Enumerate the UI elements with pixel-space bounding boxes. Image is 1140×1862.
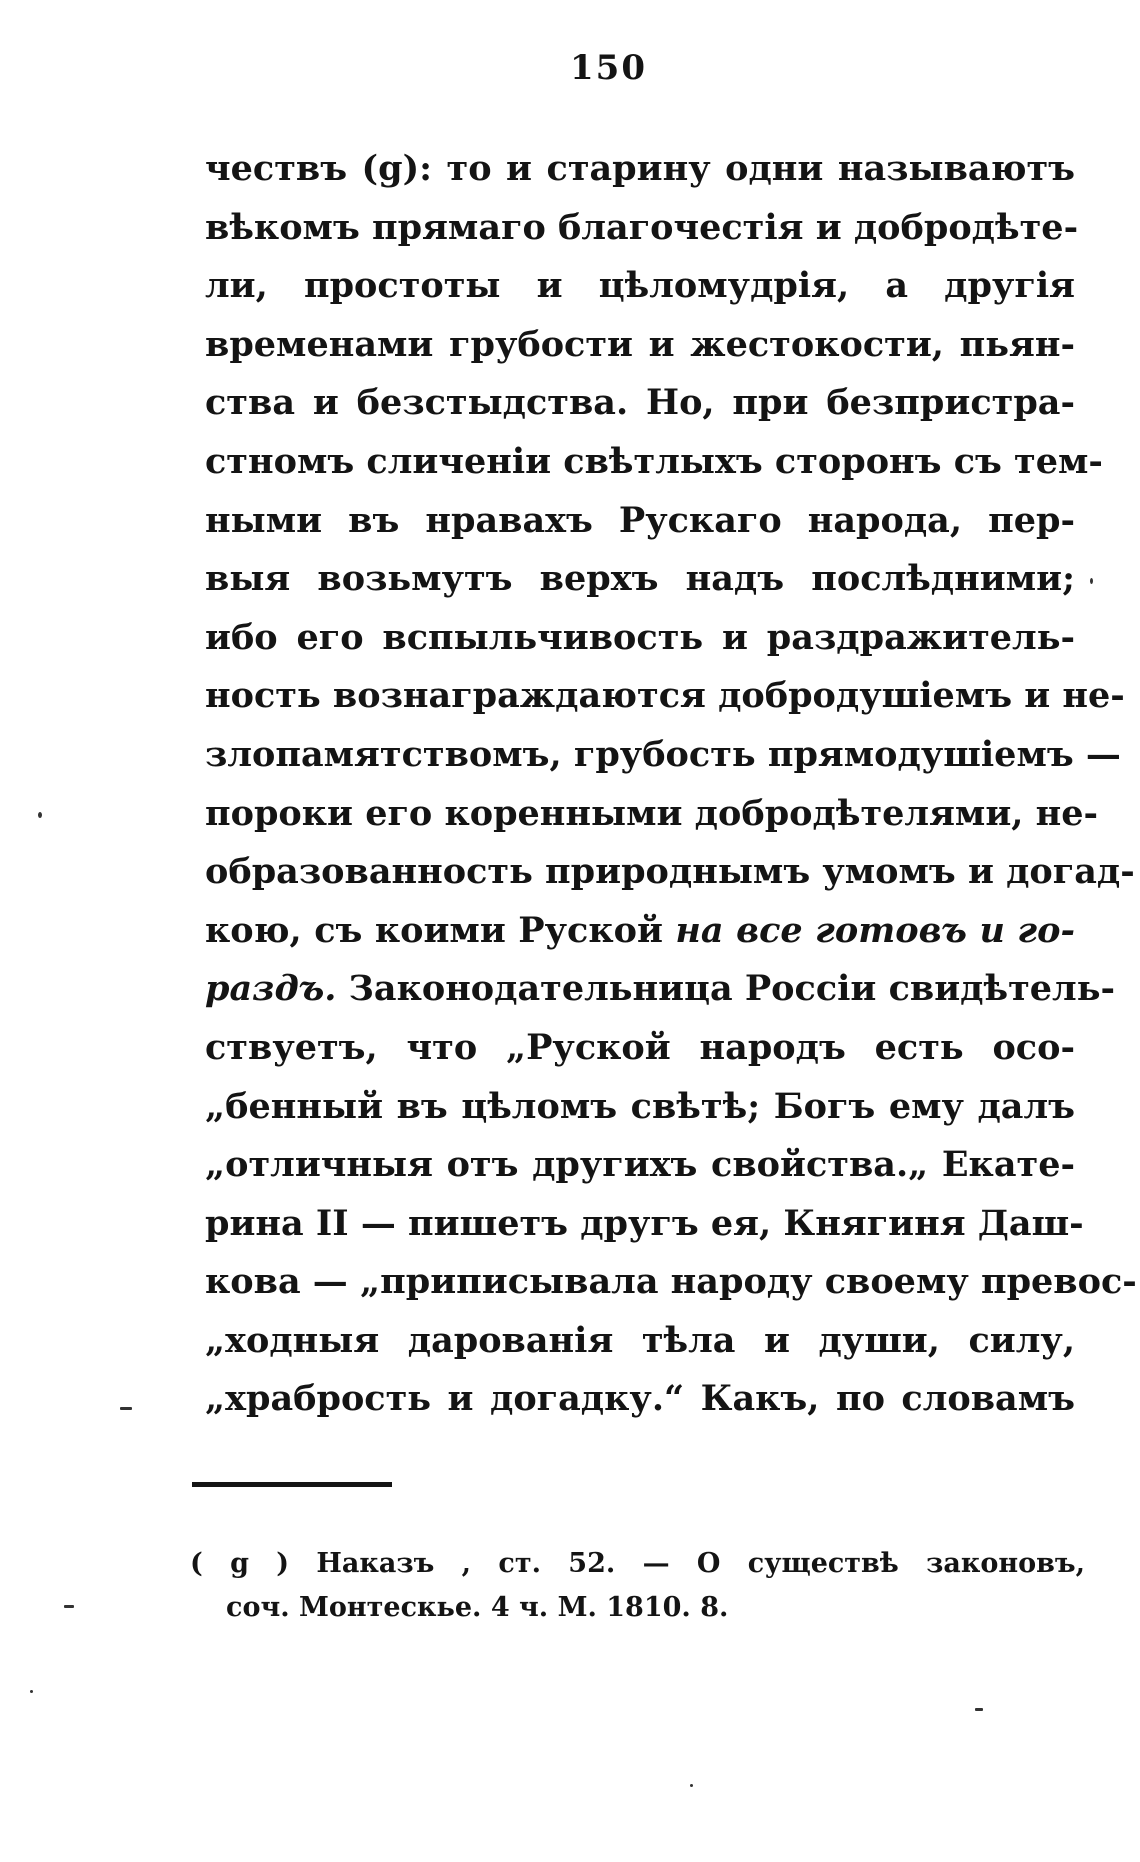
text-line: ства и безстыдства. Но, при безпристра- — [205, 382, 1075, 424]
text-line — [205, 960, 1116, 1019]
italic-phrase: на все готовъ и го- — [675, 909, 1075, 951]
italic-phrase: раздъ. — [205, 968, 337, 1010]
footnote — [190, 1542, 1090, 1630]
text-line: „бенный въ цѣломъ свѣтѣ; Богъ ему далъ — [205, 1085, 1075, 1127]
print-speck — [30, 1690, 33, 1693]
text-line: рина II — пишетъ другъ ея, Княгиня Даш- — [205, 1202, 1084, 1244]
text-line: ли, простоты и цѣломудрія, а другія — [205, 265, 1075, 307]
text-line: ными въ нравахъ Рускаго народа, пер- — [205, 499, 1075, 541]
text-line — [205, 902, 1075, 961]
text-line: ибо его вспыльчивость и раздражитель- — [205, 616, 1075, 658]
footnote-line: соч. Монтескье. 4 ч. М. 1810. 8. — [226, 1592, 729, 1623]
print-speck — [975, 1708, 983, 1711]
footnote-rule — [192, 1482, 392, 1487]
print-speck — [120, 1407, 132, 1410]
text-line: образованность природнымъ умомъ и догад- — [205, 851, 1135, 893]
text-line: ность вознаграждаются добродушіемъ и не- — [205, 675, 1125, 717]
print-speck — [64, 1605, 74, 1608]
text-line: злопамятствомъ, грубость прямодушіемъ — — [205, 733, 1121, 775]
text-line: временами грубости и жестокости, пьян- — [205, 323, 1075, 365]
text-line: выя возьмутъ верхъ надъ послѣдними; — [205, 558, 1075, 600]
text-line: „храбрость и догадку.“ Какъ, по словамъ — [205, 1378, 1075, 1420]
text-line: кова — „приписывала народу своему превос- — [205, 1261, 1137, 1303]
text-span: Законодательница Россіи свидѣтель- — [336, 968, 1116, 1010]
text-line: стномъ сличеніи свѣтлыхъ сторонъ съ тем- — [205, 440, 1103, 482]
text-line: чествъ (g): то и старину одни называютъ — [205, 148, 1075, 189]
text-line: ствуетъ, что „Руской народъ есть осо- — [205, 1026, 1075, 1068]
footnote-line: ( g ) Наказъ , ст. 52. — О существѣ законовъ, — [190, 1548, 1085, 1579]
text-line: пороки его коренными добродѣтелями, не- — [205, 792, 1099, 834]
body-text — [205, 140, 1137, 1429]
print-speck — [690, 1784, 693, 1787]
text-span: кою, съ коими Руской — [205, 909, 676, 951]
text-line: „ходныя дарованія тѣла и души, силу, — [205, 1319, 1075, 1361]
text-line: „отличныя отъ другихъ свойства.„ Екате- — [205, 1144, 1075, 1186]
print-speck — [1090, 578, 1093, 584]
page-number: 150 — [570, 48, 647, 88]
print-speck — [38, 812, 42, 818]
text-line: вѣкомъ прямаго благочестія и добродѣте- — [205, 206, 1079, 248]
